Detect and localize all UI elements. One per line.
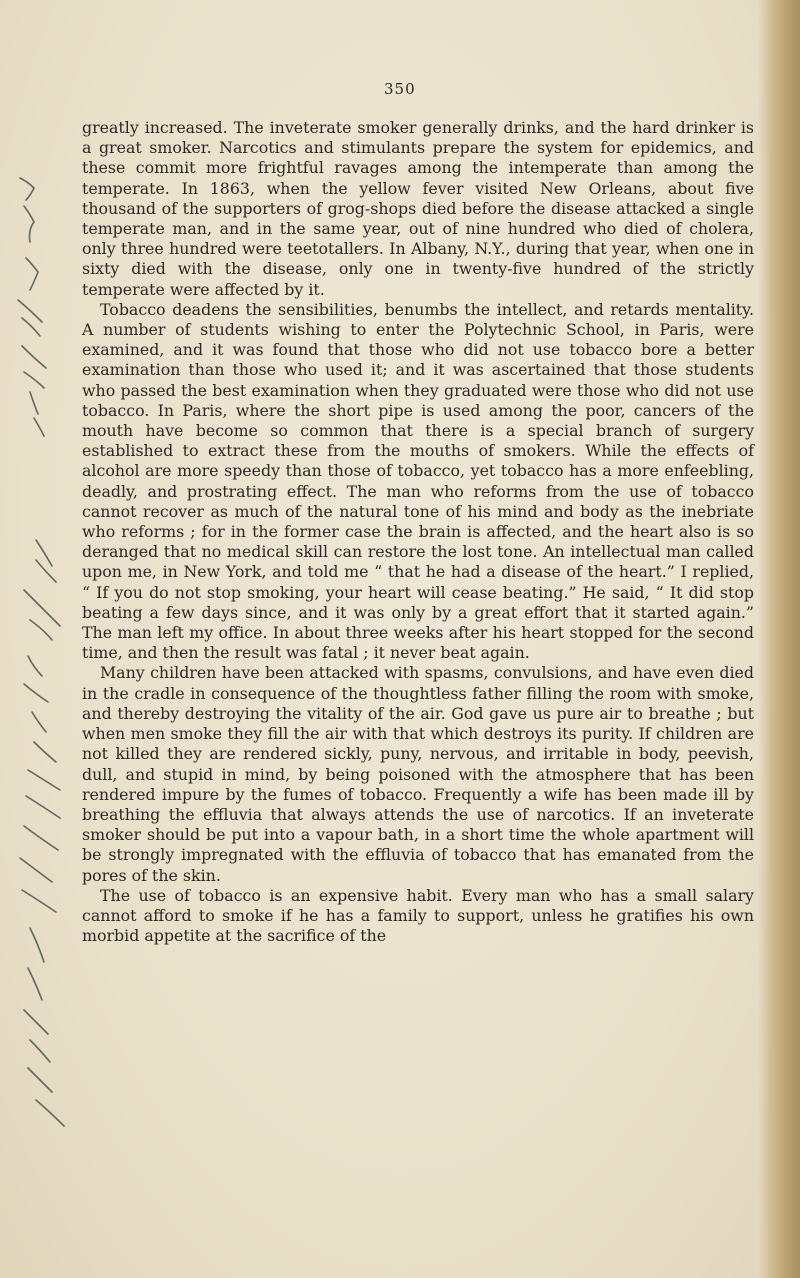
- paragraph: The use of tobacco is an expensive habit. Every man who has a small salary cannot afford to smoke if he has a family to support, unless he gratifies his own morbid appetite at the sacrifice of the: [82, 885, 754, 946]
- pencil-mark-11: [24, 1010, 64, 1126]
- pencil-mark-8: [26, 742, 60, 818]
- pencil-mark-7: [24, 656, 48, 732]
- pencil-mark-10: [28, 928, 44, 1000]
- pencil-mark-4: [18, 300, 42, 336]
- pencil-mark-3: [26, 258, 38, 290]
- pencil-mark-9: [20, 826, 58, 912]
- page-number: 350: [384, 80, 416, 98]
- pencil-mark-1: [20, 178, 34, 200]
- body-text: [82, 118, 754, 946]
- pencil-mark-6: [24, 540, 60, 640]
- paragraph: Tobacco deadens the sensibilities, benumbs the intellect, and retards mentality. A number of students wishing to enter the Polytechnic School, in Paris, were examined, and it was found that those who did not use tobacco bore a better examination than those who used it; and it was ascertained that those students who passed the best examination when they graduated were those who did not use tobacco. In Paris, where the short pipe is used among the poor, cancers of the mouth have become so common that there is a special branch of surgery established to extract these from the mouths of smokers. While the effects of alcohol are more speedy than those of tobacco, yet tobacco has a more enfeebling, deadly, and prostrating effect. The man who reforms from the use of tobacco cannot recover as much of the natural tone of his mind and body as the inebriate who reforms ; for in the former case the brain is affected, and the heart also is so deranged that no medical skill can restore the lost tone. An intellectual man called upon me, in New York, and told me “ that he had a disease of the heart.” I replied, “ If you do not stop smoking, your heart will cease beating.” He said, “ It did stop beating a few days since, and it was only by a great effort that it started again.” The man left my office. In about three weeks after his heart stopped for the second time, and then the result was fatal ; it never beat again.: [82, 299, 754, 663]
- page-spine-shadow: [758, 0, 800, 1278]
- pencil-mark-2: [24, 206, 34, 242]
- pencil-mark-5: [22, 346, 46, 436]
- paragraph: greatly increased. The inveterate smoker generally drinks, and the hard drinker is a great smoker. Narcotics and stimulants prepare the system for epidemics, and these commit more frightful ravages among the intemperate than among the temperate. In 1863, when the yellow fever visited New Orleans, about five thousand of the supporters of grog-shops died before the disease attacked a single temperate man, and in the same year, out of nine hundred who died of cholera, only three hundred were teetotallers. In Albany, N.Y., during that year, when one in sixty died with the disease, only one in twenty-five hundred of the strictly temperate were affected by it.: [82, 118, 754, 299]
- paragraph: Many children have been attacked with spasms, convulsions, and have even died in the cradle in consequence of the thoughtless father filling the room with smoke, and thereby destroying the vitality of the air. God gave us pure air to breathe ; but when men smoke they fill the air with that which destroys its purity. If children are not killed they are rendered sickly, puny, nervous, and irritable in body, peevish, dull, and stupid in mind, by being poisoned with the atmosphere that has been rendered impure by the fumes of tobacco. Frequently a wife has been made ill by breathing the effluvia that always attends the use of narcotics. If an inveterate smoker should be put into a vapour bath, in a short time the whole apartment will be strongly impregnated with the effluvia of tobacco that has emanated from the pores of the skin.: [82, 663, 754, 885]
